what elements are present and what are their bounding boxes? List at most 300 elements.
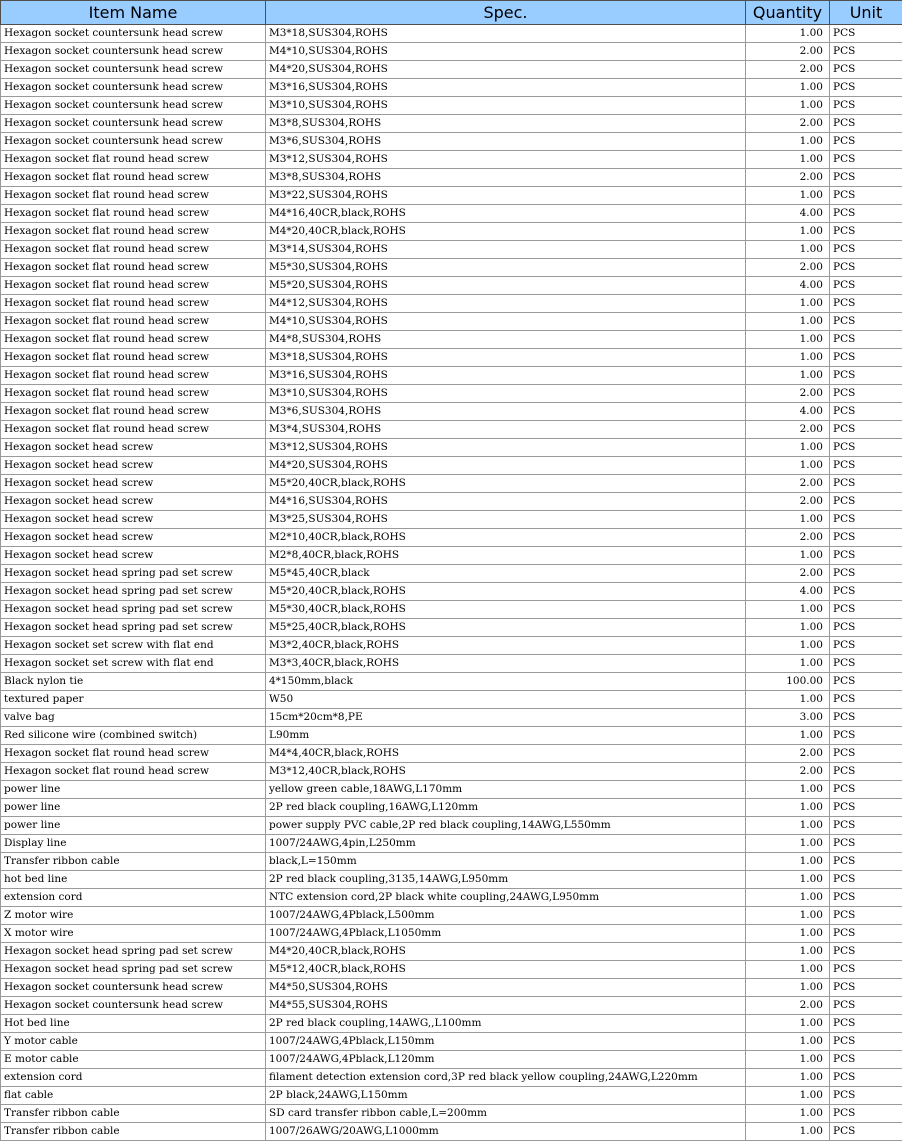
- cell-item-name[interactable]: Hexagon socket head spring pad set screw: [1, 601, 266, 619]
- cell-unit[interactable]: PCS: [830, 925, 902, 943]
- cell-item-name[interactable]: Hexagon socket countersunk head screw: [1, 97, 266, 115]
- column-header-unit[interactable]: Unit: [830, 1, 902, 25]
- cell-spec[interactable]: M3*14,SUS304,ROHS: [266, 241, 746, 259]
- cell-quantity[interactable]: 2.00: [746, 493, 830, 511]
- column-header-spec[interactable]: Spec.: [266, 1, 746, 25]
- cell-quantity[interactable]: 1.00: [746, 367, 830, 385]
- cell-quantity[interactable]: 1.00: [746, 601, 830, 619]
- cell-unit[interactable]: PCS: [830, 565, 902, 583]
- table-row[interactable]: [1, 169, 902, 187]
- cell-quantity[interactable]: 4.00: [746, 205, 830, 223]
- cell-item-name[interactable]: Hexagon socket flat round head screw: [1, 169, 266, 187]
- cell-unit[interactable]: PCS: [830, 115, 902, 133]
- cell-unit[interactable]: PCS: [830, 493, 902, 511]
- cell-unit[interactable]: PCS: [830, 1033, 902, 1051]
- cell-spec[interactable]: M4*20,40CR,black,ROHS: [266, 223, 746, 241]
- cell-spec[interactable]: M5*30,40CR,black,ROHS: [266, 601, 746, 619]
- cell-quantity[interactable]: 2.00: [746, 43, 830, 61]
- cell-spec[interactable]: M2*10,40CR,black,ROHS: [266, 529, 746, 547]
- cell-quantity[interactable]: 1.00: [746, 349, 830, 367]
- cell-spec[interactable]: M3*3,40CR,black,ROHS: [266, 655, 746, 673]
- cell-item-name[interactable]: Hexagon socket countersunk head screw: [1, 79, 266, 97]
- cell-item-name[interactable]: Hexagon socket head screw: [1, 511, 266, 529]
- cell-quantity[interactable]: 1.00: [746, 439, 830, 457]
- cell-spec[interactable]: power supply PVC cable,2P red black coupling,14AWG,L550mm: [266, 817, 746, 835]
- cell-spec[interactable]: M4*20,SUS304,ROHS: [266, 457, 746, 475]
- cell-quantity[interactable]: 1.00: [746, 1069, 830, 1087]
- table-row[interactable]: [1, 259, 902, 277]
- cell-spec[interactable]: M2*8,40CR,black,ROHS: [266, 547, 746, 565]
- cell-item-name[interactable]: Hexagon socket flat round head screw: [1, 367, 266, 385]
- cell-unit[interactable]: PCS: [830, 889, 902, 907]
- cell-spec[interactable]: M3*10,SUS304,ROHS: [266, 97, 746, 115]
- cell-item-name[interactable]: Hexagon socket flat round head screw: [1, 295, 266, 313]
- cell-item-name[interactable]: Hexagon socket head spring pad set screw: [1, 619, 266, 637]
- table-row[interactable]: [1, 61, 902, 79]
- cell-unit[interactable]: PCS: [830, 241, 902, 259]
- cell-quantity[interactable]: 1.00: [746, 511, 830, 529]
- cell-spec[interactable]: M3*8,SUS304,ROHS: [266, 169, 746, 187]
- cell-unit[interactable]: PCS: [830, 871, 902, 889]
- cell-item-name[interactable]: Hexagon socket set screw with flat end: [1, 637, 266, 655]
- cell-unit[interactable]: PCS: [830, 1069, 902, 1087]
- cell-spec[interactable]: M3*4,SUS304,ROHS: [266, 421, 746, 439]
- cell-spec[interactable]: M4*8,SUS304,ROHS: [266, 331, 746, 349]
- cell-item-name[interactable]: Hot bed line: [1, 1015, 266, 1033]
- cell-quantity[interactable]: 1.00: [746, 1123, 830, 1141]
- table-row[interactable]: [1, 133, 902, 151]
- cell-item-name[interactable]: power line: [1, 799, 266, 817]
- cell-item-name[interactable]: Hexagon socket flat round head screw: [1, 763, 266, 781]
- cell-spec[interactable]: M3*12,SUS304,ROHS: [266, 151, 746, 169]
- cell-unit[interactable]: PCS: [830, 511, 902, 529]
- cell-item-name[interactable]: Hexagon socket flat round head screw: [1, 385, 266, 403]
- table-row[interactable]: [1, 25, 902, 43]
- cell-unit[interactable]: PCS: [830, 439, 902, 457]
- cell-spec[interactable]: yellow green cable,18AWG,L170mm: [266, 781, 746, 799]
- cell-quantity[interactable]: 2.00: [746, 259, 830, 277]
- cell-spec[interactable]: 2P red black coupling,16AWG,L120mm: [266, 799, 746, 817]
- cell-spec[interactable]: W50: [266, 691, 746, 709]
- cell-item-name[interactable]: Hexagon socket head spring pad set screw: [1, 583, 266, 601]
- cell-quantity[interactable]: 1.00: [746, 853, 830, 871]
- cell-quantity[interactable]: 1.00: [746, 1087, 830, 1105]
- table-row[interactable]: [1, 97, 902, 115]
- table-row[interactable]: [1, 655, 902, 673]
- cell-unit[interactable]: PCS: [830, 835, 902, 853]
- cell-unit[interactable]: PCS: [830, 25, 902, 43]
- cell-spec[interactable]: M5*25,40CR,black,ROHS: [266, 619, 746, 637]
- cell-unit[interactable]: PCS: [830, 961, 902, 979]
- cell-quantity[interactable]: 2.00: [746, 997, 830, 1015]
- cell-item-name[interactable]: Hexagon socket countersunk head screw: [1, 979, 266, 997]
- cell-spec[interactable]: M3*22,SUS304,ROHS: [266, 187, 746, 205]
- cell-spec[interactable]: filament detection extension cord,3P red black yellow coupling,24AWG,L220mm: [266, 1069, 746, 1087]
- cell-unit[interactable]: PCS: [830, 1105, 902, 1123]
- cell-unit[interactable]: PCS: [830, 853, 902, 871]
- cell-unit[interactable]: PCS: [830, 727, 902, 745]
- cell-unit[interactable]: PCS: [830, 655, 902, 673]
- cell-unit[interactable]: PCS: [830, 79, 902, 97]
- table-row[interactable]: [1, 1087, 902, 1105]
- cell-spec[interactable]: 1007/24AWG,4Pblack,L120mm: [266, 1051, 746, 1069]
- cell-unit[interactable]: PCS: [830, 601, 902, 619]
- cell-quantity[interactable]: 1.00: [746, 1033, 830, 1051]
- cell-unit[interactable]: PCS: [830, 331, 902, 349]
- table-row[interactable]: [1, 493, 902, 511]
- cell-unit[interactable]: PCS: [830, 187, 902, 205]
- table-row[interactable]: [1, 1069, 902, 1087]
- cell-spec[interactable]: M4*12,SUS304,ROHS: [266, 295, 746, 313]
- cell-quantity[interactable]: 1.00: [746, 979, 830, 997]
- cell-unit[interactable]: PCS: [830, 367, 902, 385]
- table-row[interactable]: [1, 421, 902, 439]
- table-row[interactable]: [1, 151, 902, 169]
- table-row[interactable]: [1, 781, 902, 799]
- table-row[interactable]: [1, 835, 902, 853]
- cell-item-name[interactable]: Transfer ribbon cable: [1, 1105, 266, 1123]
- cell-quantity[interactable]: 2.00: [746, 115, 830, 133]
- cell-unit[interactable]: PCS: [830, 817, 902, 835]
- cell-quantity[interactable]: 2.00: [746, 529, 830, 547]
- cell-spec[interactable]: 1007/24AWG,4Pblack,L500mm: [266, 907, 746, 925]
- cell-item-name[interactable]: Hexagon socket head screw: [1, 475, 266, 493]
- cell-item-name[interactable]: Hexagon socket flat round head screw: [1, 259, 266, 277]
- table-row[interactable]: [1, 817, 902, 835]
- cell-item-name[interactable]: power line: [1, 817, 266, 835]
- cell-quantity[interactable]: 2.00: [746, 475, 830, 493]
- cell-item-name[interactable]: Hexagon socket flat round head screw: [1, 151, 266, 169]
- cell-spec[interactable]: 2P red black coupling,14AWG,,L100mm: [266, 1015, 746, 1033]
- table-row[interactable]: [1, 43, 902, 61]
- cell-spec[interactable]: 15cm*20cm*8,PE: [266, 709, 746, 727]
- cell-quantity[interactable]: 4.00: [746, 403, 830, 421]
- table-row[interactable]: [1, 763, 902, 781]
- table-row[interactable]: [1, 547, 902, 565]
- cell-spec[interactable]: M4*20,SUS304,ROHS: [266, 61, 746, 79]
- table-row[interactable]: [1, 223, 902, 241]
- cell-quantity[interactable]: 2.00: [746, 385, 830, 403]
- cell-item-name[interactable]: Hexagon socket flat round head screw: [1, 349, 266, 367]
- table-row[interactable]: [1, 79, 902, 97]
- cell-unit[interactable]: PCS: [830, 385, 902, 403]
- cell-spec[interactable]: 1007/24AWG,4Pblack,L1050mm: [266, 925, 746, 943]
- cell-spec[interactable]: M3*6,SUS304,ROHS: [266, 403, 746, 421]
- table-row[interactable]: [1, 565, 902, 583]
- cell-item-name[interactable]: Hexagon socket countersunk head screw: [1, 997, 266, 1015]
- cell-item-name[interactable]: Hexagon socket head spring pad set screw: [1, 943, 266, 961]
- cell-spec[interactable]: M3*12,40CR,black,ROHS: [266, 763, 746, 781]
- cell-item-name[interactable]: hot bed line: [1, 871, 266, 889]
- cell-unit[interactable]: PCS: [830, 943, 902, 961]
- cell-spec[interactable]: M3*12,SUS304,ROHS: [266, 439, 746, 457]
- cell-quantity[interactable]: 1.00: [746, 223, 830, 241]
- cell-spec[interactable]: M3*8,SUS304,ROHS: [266, 115, 746, 133]
- cell-item-name[interactable]: extension cord: [1, 889, 266, 907]
- cell-item-name[interactable]: power line: [1, 781, 266, 799]
- cell-item-name[interactable]: Black nylon tie: [1, 673, 266, 691]
- cell-item-name[interactable]: Hexagon socket head screw: [1, 439, 266, 457]
- cell-spec[interactable]: M3*25,SUS304,ROHS: [266, 511, 746, 529]
- table-row[interactable]: [1, 277, 902, 295]
- cell-spec[interactable]: M3*2,40CR,black,ROHS: [266, 637, 746, 655]
- cell-unit[interactable]: PCS: [830, 151, 902, 169]
- table-row[interactable]: [1, 1033, 902, 1051]
- cell-quantity[interactable]: 1.00: [746, 799, 830, 817]
- cell-item-name[interactable]: Hexagon socket flat round head screw: [1, 205, 266, 223]
- cell-unit[interactable]: PCS: [830, 745, 902, 763]
- cell-spec[interactable]: 1007/24AWG,4Pblack,L150mm: [266, 1033, 746, 1051]
- cell-spec[interactable]: M4*10,SUS304,ROHS: [266, 43, 746, 61]
- cell-unit[interactable]: PCS: [830, 457, 902, 475]
- cell-unit[interactable]: PCS: [830, 997, 902, 1015]
- cell-quantity[interactable]: 1.00: [746, 889, 830, 907]
- table-row[interactable]: [1, 403, 902, 421]
- cell-unit[interactable]: PCS: [830, 547, 902, 565]
- cell-quantity[interactable]: 1.00: [746, 1105, 830, 1123]
- table-row[interactable]: [1, 241, 902, 259]
- table-row[interactable]: [1, 961, 902, 979]
- cell-item-name[interactable]: Hexagon socket flat round head screw: [1, 745, 266, 763]
- cell-item-name[interactable]: Z motor wire: [1, 907, 266, 925]
- cell-quantity[interactable]: 1.00: [746, 619, 830, 637]
- cell-quantity[interactable]: 1.00: [746, 457, 830, 475]
- table-row[interactable]: [1, 799, 902, 817]
- cell-unit[interactable]: PCS: [830, 403, 902, 421]
- cell-spec[interactable]: M4*50,SUS304,ROHS: [266, 979, 746, 997]
- table-row[interactable]: [1, 889, 902, 907]
- cell-quantity[interactable]: 4.00: [746, 277, 830, 295]
- cell-spec[interactable]: M5*20,SUS304,ROHS: [266, 277, 746, 295]
- cell-spec[interactable]: M4*55,SUS304,ROHS: [266, 997, 746, 1015]
- cell-unit[interactable]: PCS: [830, 205, 902, 223]
- table-row[interactable]: [1, 115, 902, 133]
- cell-item-name[interactable]: Hexagon socket countersunk head screw: [1, 61, 266, 79]
- cell-item-name[interactable]: Hexagon socket flat round head screw: [1, 403, 266, 421]
- cell-spec[interactable]: M5*12,40CR,black,ROHS: [266, 961, 746, 979]
- table-row[interactable]: [1, 583, 902, 601]
- cell-unit[interactable]: PCS: [830, 1123, 902, 1141]
- cell-item-name[interactable]: extension cord: [1, 1069, 266, 1087]
- cell-item-name[interactable]: Hexagon socket head screw: [1, 547, 266, 565]
- table-row[interactable]: [1, 367, 902, 385]
- cell-quantity[interactable]: 2.00: [746, 763, 830, 781]
- cell-item-name[interactable]: Hexagon socket countersunk head screw: [1, 43, 266, 61]
- cell-spec[interactable]: M4*20,40CR,black,ROHS: [266, 943, 746, 961]
- cell-quantity[interactable]: 1.00: [746, 1051, 830, 1069]
- cell-spec[interactable]: M5*45,40CR,black: [266, 565, 746, 583]
- cell-spec[interactable]: M3*16,SUS304,ROHS: [266, 367, 746, 385]
- cell-quantity[interactable]: 1.00: [746, 637, 830, 655]
- cell-item-name[interactable]: X motor wire: [1, 925, 266, 943]
- cell-unit[interactable]: PCS: [830, 619, 902, 637]
- cell-unit[interactable]: PCS: [830, 313, 902, 331]
- cell-quantity[interactable]: 1.00: [746, 961, 830, 979]
- table-row[interactable]: [1, 601, 902, 619]
- cell-unit[interactable]: PCS: [830, 349, 902, 367]
- cell-spec[interactable]: 2P red black coupling,3135,14AWG,L950mm: [266, 871, 746, 889]
- cell-unit[interactable]: PCS: [830, 709, 902, 727]
- cell-unit[interactable]: PCS: [830, 223, 902, 241]
- table-row[interactable]: [1, 709, 902, 727]
- table-row[interactable]: [1, 637, 902, 655]
- cell-spec[interactable]: SD card transfer ribbon cable,L=200mm: [266, 1105, 746, 1123]
- cell-quantity[interactable]: 1.00: [746, 547, 830, 565]
- cell-spec[interactable]: M5*20,40CR,black,ROHS: [266, 583, 746, 601]
- cell-spec[interactable]: L90mm: [266, 727, 746, 745]
- cell-quantity[interactable]: 4.00: [746, 583, 830, 601]
- cell-unit[interactable]: PCS: [830, 169, 902, 187]
- cell-spec[interactable]: black,L=150mm: [266, 853, 746, 871]
- table-row[interactable]: [1, 1105, 902, 1123]
- table-row[interactable]: [1, 475, 902, 493]
- table-row[interactable]: [1, 619, 902, 637]
- table-row[interactable]: [1, 313, 902, 331]
- cell-unit[interactable]: PCS: [830, 97, 902, 115]
- cell-unit[interactable]: PCS: [830, 781, 902, 799]
- table-row[interactable]: [1, 385, 902, 403]
- cell-unit[interactable]: PCS: [830, 763, 902, 781]
- cell-quantity[interactable]: 1.00: [746, 871, 830, 889]
- table-row[interactable]: [1, 871, 902, 889]
- cell-quantity[interactable]: 1.00: [746, 313, 830, 331]
- cell-item-name[interactable]: Red silicone wire (combined switch): [1, 727, 266, 745]
- cell-item-name[interactable]: Hexagon socket head screw: [1, 529, 266, 547]
- table-row[interactable]: [1, 853, 902, 871]
- table-row[interactable]: [1, 511, 902, 529]
- cell-item-name[interactable]: Transfer ribbon cable: [1, 853, 266, 871]
- cell-unit[interactable]: PCS: [830, 259, 902, 277]
- table-row[interactable]: [1, 205, 902, 223]
- cell-item-name[interactable]: Hexagon socket countersunk head screw: [1, 115, 266, 133]
- cell-spec[interactable]: M4*16,40CR,black,ROHS: [266, 205, 746, 223]
- cell-unit[interactable]: PCS: [830, 475, 902, 493]
- column-header-item-name[interactable]: Item Name: [1, 1, 266, 25]
- table-row[interactable]: [1, 457, 902, 475]
- cell-item-name[interactable]: Hexagon socket head screw: [1, 493, 266, 511]
- cell-spec[interactable]: M4*16,SUS304,ROHS: [266, 493, 746, 511]
- cell-unit[interactable]: PCS: [830, 277, 902, 295]
- cell-spec[interactable]: M4*4,40CR,black,ROHS: [266, 745, 746, 763]
- cell-spec[interactable]: M5*30,SUS304,ROHS: [266, 259, 746, 277]
- cell-unit[interactable]: PCS: [830, 691, 902, 709]
- table-row[interactable]: [1, 295, 902, 313]
- cell-item-name[interactable]: Hexagon socket flat round head screw: [1, 187, 266, 205]
- cell-quantity[interactable]: 1.00: [746, 133, 830, 151]
- table-row[interactable]: [1, 1123, 902, 1141]
- cell-item-name[interactable]: Hexagon socket flat round head screw: [1, 277, 266, 295]
- cell-item-name[interactable]: Hexagon socket countersunk head screw: [1, 25, 266, 43]
- cell-quantity[interactable]: 1.00: [746, 295, 830, 313]
- cell-quantity[interactable]: 2.00: [746, 745, 830, 763]
- table-row[interactable]: [1, 331, 902, 349]
- table-row[interactable]: [1, 907, 902, 925]
- cell-item-name[interactable]: Hexagon socket head spring pad set screw: [1, 565, 266, 583]
- cell-unit[interactable]: PCS: [830, 637, 902, 655]
- cell-quantity[interactable]: 1.00: [746, 1015, 830, 1033]
- cell-unit[interactable]: PCS: [830, 421, 902, 439]
- cell-quantity[interactable]: 1.00: [746, 727, 830, 745]
- table-row[interactable]: [1, 745, 902, 763]
- cell-quantity[interactable]: 3.00: [746, 709, 830, 727]
- cell-unit[interactable]: PCS: [830, 133, 902, 151]
- table-row[interactable]: [1, 1015, 902, 1033]
- cell-quantity[interactable]: 2.00: [746, 61, 830, 79]
- cell-item-name[interactable]: flat cable: [1, 1087, 266, 1105]
- cell-quantity[interactable]: 2.00: [746, 169, 830, 187]
- cell-unit[interactable]: PCS: [830, 295, 902, 313]
- cell-spec[interactable]: M5*20,40CR,black,ROHS: [266, 475, 746, 493]
- cell-item-name[interactable]: valve bag: [1, 709, 266, 727]
- cell-spec[interactable]: M3*18,SUS304,ROHS: [266, 25, 746, 43]
- cell-unit[interactable]: PCS: [830, 799, 902, 817]
- cell-spec[interactable]: NTC extension cord,2P black white coupling,24AWG,L950mm: [266, 889, 746, 907]
- cell-item-name[interactable]: Y motor cable: [1, 1033, 266, 1051]
- cell-unit[interactable]: PCS: [830, 1015, 902, 1033]
- cell-quantity[interactable]: 1.00: [746, 691, 830, 709]
- cell-quantity[interactable]: 1.00: [746, 187, 830, 205]
- cell-item-name[interactable]: Hexagon socket flat round head screw: [1, 223, 266, 241]
- cell-quantity[interactable]: 1.00: [746, 817, 830, 835]
- cell-unit[interactable]: PCS: [830, 1051, 902, 1069]
- cell-item-name[interactable]: Hexagon socket head spring pad set screw: [1, 961, 266, 979]
- cell-quantity[interactable]: 1.00: [746, 79, 830, 97]
- cell-quantity[interactable]: 1.00: [746, 331, 830, 349]
- cell-quantity[interactable]: 1.00: [746, 241, 830, 259]
- cell-item-name[interactable]: Hexagon socket flat round head screw: [1, 313, 266, 331]
- cell-spec[interactable]: 2P black,24AWG,L150mm: [266, 1087, 746, 1105]
- cell-quantity[interactable]: 1.00: [746, 151, 830, 169]
- cell-spec[interactable]: 1007/24AWG,4pin,L250mm: [266, 835, 746, 853]
- cell-unit[interactable]: PCS: [830, 61, 902, 79]
- cell-quantity[interactable]: 1.00: [746, 97, 830, 115]
- cell-unit[interactable]: PCS: [830, 979, 902, 997]
- cell-quantity[interactable]: 2.00: [746, 565, 830, 583]
- table-row[interactable]: [1, 439, 902, 457]
- cell-item-name[interactable]: Transfer ribbon cable: [1, 1123, 266, 1141]
- cell-item-name[interactable]: Hexagon socket set screw with flat end: [1, 655, 266, 673]
- cell-spec[interactable]: M3*18,SUS304,ROHS: [266, 349, 746, 367]
- table-row[interactable]: [1, 529, 902, 547]
- cell-item-name[interactable]: Hexagon socket flat round head screw: [1, 331, 266, 349]
- cell-spec[interactable]: M3*16,SUS304,ROHS: [266, 79, 746, 97]
- cell-item-name[interactable]: Hexagon socket head screw: [1, 457, 266, 475]
- cell-quantity[interactable]: 1.00: [746, 925, 830, 943]
- table-row[interactable]: [1, 979, 902, 997]
- table-row[interactable]: [1, 727, 902, 745]
- cell-spec[interactable]: M3*6,SUS304,ROHS: [266, 133, 746, 151]
- table-row[interactable]: [1, 673, 902, 691]
- table-row[interactable]: [1, 925, 902, 943]
- cell-item-name[interactable]: textured paper: [1, 691, 266, 709]
- column-header-quantity[interactable]: Quantity: [746, 1, 830, 25]
- cell-spec[interactable]: M4*10,SUS304,ROHS: [266, 313, 746, 331]
- cell-unit[interactable]: PCS: [830, 529, 902, 547]
- cell-quantity[interactable]: 100.00: [746, 673, 830, 691]
- cell-quantity[interactable]: 1.00: [746, 907, 830, 925]
- cell-quantity[interactable]: 1.00: [746, 943, 830, 961]
- cell-item-name[interactable]: Display line: [1, 835, 266, 853]
- cell-quantity[interactable]: 1.00: [746, 655, 830, 673]
- cell-spec[interactable]: 1007/26AWG/20AWG,L1000mm: [266, 1123, 746, 1141]
- table-row[interactable]: [1, 349, 902, 367]
- cell-unit[interactable]: PCS: [830, 583, 902, 601]
- cell-item-name[interactable]: Hexagon socket flat round head screw: [1, 241, 266, 259]
- table-row[interactable]: [1, 997, 902, 1015]
- cell-quantity[interactable]: 1.00: [746, 25, 830, 43]
- cell-item-name[interactable]: E motor cable: [1, 1051, 266, 1069]
- table-row[interactable]: [1, 1051, 902, 1069]
